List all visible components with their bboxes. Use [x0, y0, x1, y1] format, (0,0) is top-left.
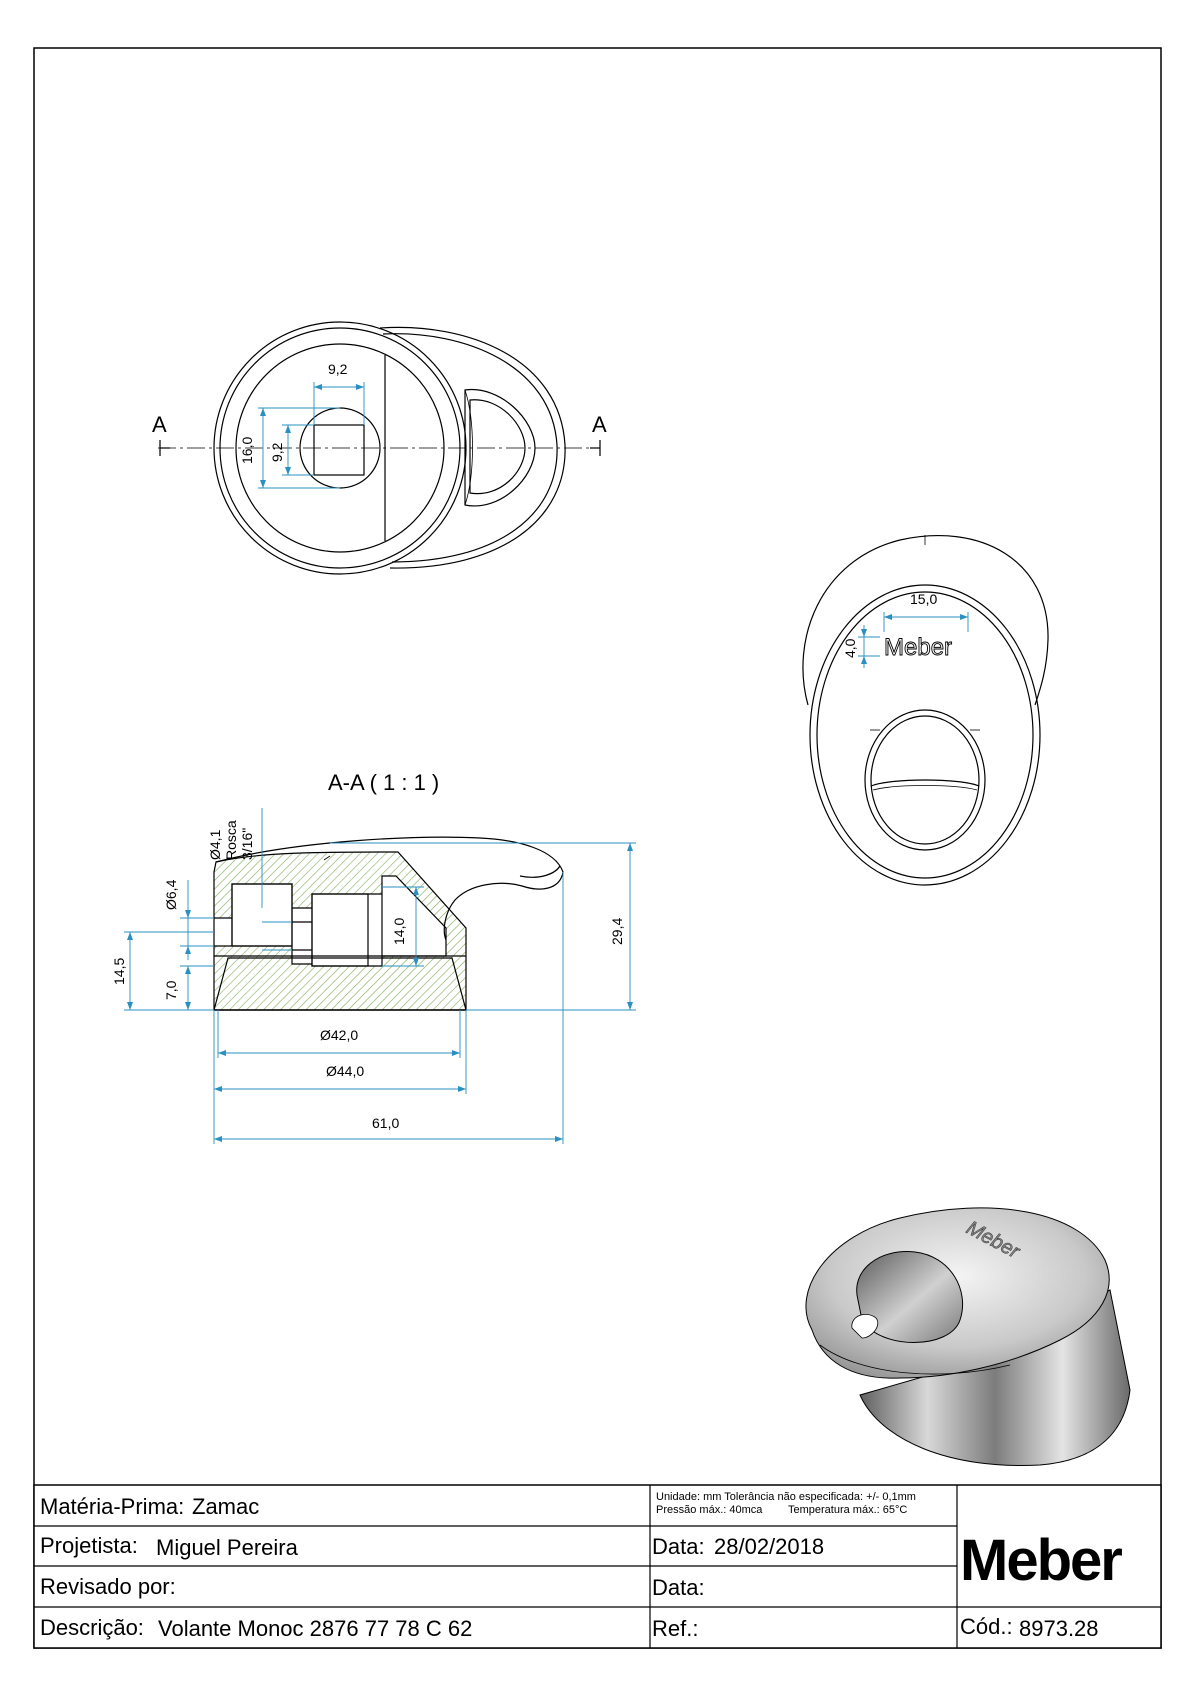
- material-label: Matéria-Prima:: [40, 1494, 185, 1519]
- iso-engraving: Meber: [962, 1216, 1024, 1264]
- dim-small-bore: Ø6,4: [163, 879, 179, 910]
- dim-d42: Ø42,0: [320, 1027, 359, 1043]
- section-mark-right: A: [592, 412, 607, 437]
- dim-bore: 16,0: [239, 436, 255, 464]
- designer-label: Projetista:: [40, 1533, 138, 1558]
- right-view: [803, 535, 1048, 885]
- dim-height-base: 7,0: [163, 980, 179, 1000]
- reviewed-label: Revisado por:: [40, 1574, 176, 1599]
- iso-view: [806, 1208, 1130, 1466]
- date-label-2: Data:: [652, 1575, 705, 1600]
- dim-logo-height: 4,0: [842, 638, 858, 658]
- dim-hole-diameter: Ø4,1: [207, 829, 223, 860]
- section-view: [111, 770, 636, 1144]
- notes-temperature: Temperatura máx.: 65°C: [788, 1504, 908, 1516]
- code-label: Cód.:: [960, 1614, 1013, 1639]
- ref-label: Ref.:: [652, 1616, 699, 1641]
- dim-logo-width: 15,0: [910, 591, 938, 607]
- section-title: A-A ( 1 : 1 ): [328, 770, 440, 795]
- dim-thread-size: 3/16": [239, 827, 255, 860]
- dim-height-axis: 14,5: [111, 957, 127, 985]
- code-value: 8973.28: [1019, 1616, 1099, 1641]
- top-view: [152, 322, 607, 574]
- dim-square-height: 9,2: [269, 442, 285, 462]
- dim-length: 61,0: [372, 1115, 400, 1131]
- material-value: Zamac: [192, 1494, 260, 1519]
- section-mark-left: A: [152, 412, 167, 437]
- dim-square-width: 9,2: [328, 361, 348, 377]
- right-view-logo: Meber: [884, 634, 953, 661]
- notes-pressure: Pressão máx.: 40mca: [656, 1504, 763, 1516]
- title-block: [34, 1485, 1161, 1648]
- dim-d44: Ø44,0: [326, 1063, 365, 1079]
- notes-line-1: Unidade: mm Tolerância não especificada: +/- 0,1mm: [656, 1491, 916, 1503]
- dim-thread-label: Rosca: [223, 820, 239, 860]
- dim-height-overall: 29,4: [609, 917, 625, 945]
- description-label: Descrição:: [40, 1615, 144, 1640]
- date-value-1: 28/02/2018: [714, 1534, 825, 1559]
- designer-value: Miguel Pereira: [156, 1535, 298, 1560]
- date-label-1: Data:: [652, 1534, 705, 1559]
- dim-height-inner: 14,0: [391, 917, 407, 945]
- company-logo: Meber: [960, 1528, 1121, 1593]
- description-value: Volante Monoc 2876 77 78 C 62: [158, 1616, 473, 1641]
